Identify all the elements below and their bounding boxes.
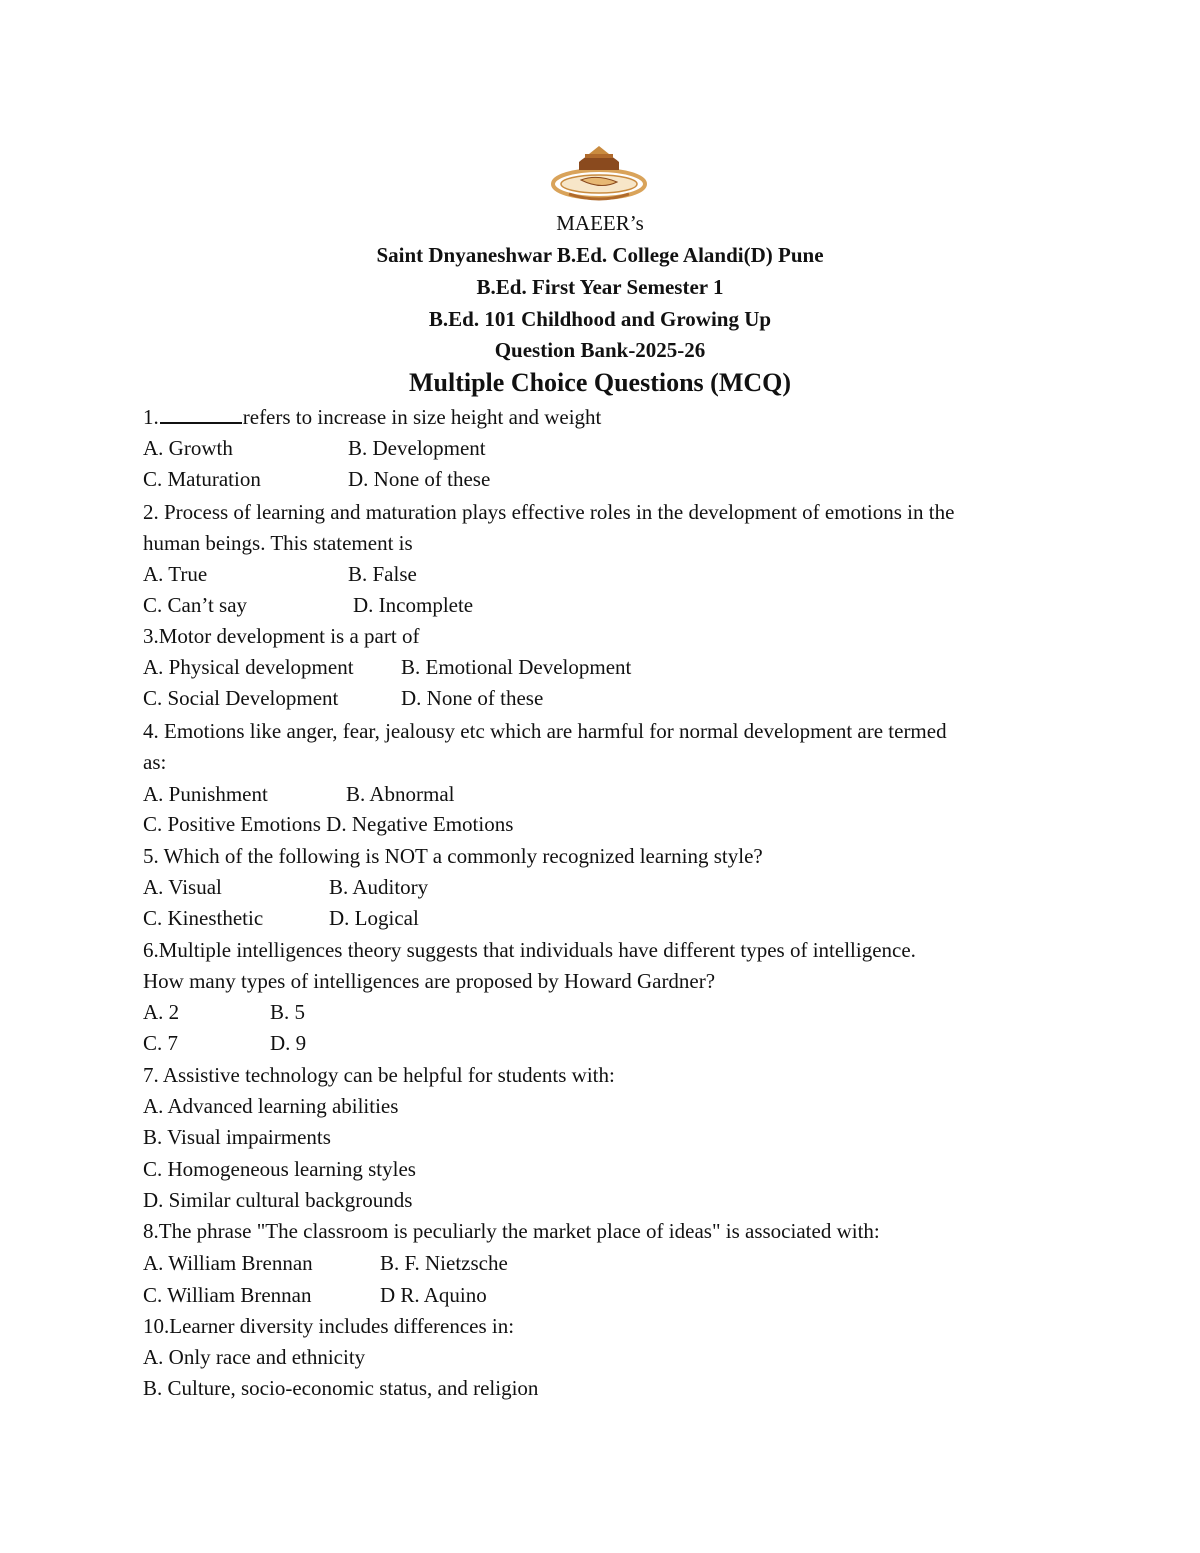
option-a: A. True xyxy=(143,562,208,586)
option-a: A. William Brennan xyxy=(143,1251,313,1275)
college-name: Saint Dnyaneshwar B.Ed. College Alandi(D) Pune xyxy=(376,243,824,267)
option-b: B. 5 xyxy=(270,1000,306,1024)
option-c: C. 7 xyxy=(143,1031,179,1055)
option-c: C. William Brennan xyxy=(143,1283,312,1307)
question-2: 2. Process of learning and maturation plays effective roles in the development of emotions in the xyxy=(143,500,955,524)
option-a: A. Growth xyxy=(143,436,233,460)
option-d: D. Incomplete xyxy=(353,593,474,617)
option-c: C. Maturation xyxy=(143,467,261,491)
question-8: 8.The phrase "The classroom is peculiarly the market place of ideas" is associated with: xyxy=(143,1219,880,1243)
option-b: B. F. Nietzsche xyxy=(380,1251,508,1275)
question-text: refers to increase in size height and weight xyxy=(242,405,602,429)
institution-org: MAEER’s xyxy=(556,211,644,235)
course-title: B.Ed. 101 Childhood and Growing Up xyxy=(428,307,772,331)
option-c: C. Can’t say xyxy=(143,593,248,617)
option-b: B. Emotional Development xyxy=(401,655,632,679)
option-c: C. Kinesthetic xyxy=(143,906,264,930)
option-d: D. None of these xyxy=(348,467,491,491)
option-b: B. Abnormal xyxy=(346,782,455,806)
question-6-cont: How many types of intelligences are proposed by Howard Gardner? xyxy=(143,969,716,993)
question-7: 7. Assistive technology can be helpful for students with: xyxy=(143,1063,615,1087)
option-c: C. Social Development xyxy=(143,686,339,710)
option-d: D. 9 xyxy=(270,1031,307,1055)
question-1 xyxy=(143,407,601,428)
question-6: 6.Multiple intelligences theory suggests that individuals have different types of intelligence. xyxy=(143,938,916,962)
option-b: B. Auditory xyxy=(329,875,429,899)
college-logo xyxy=(549,140,649,204)
option-a: A. Only race and ethnicity xyxy=(143,1345,366,1369)
question-4-cont: as: xyxy=(143,750,167,774)
option-a: A. Physical development xyxy=(143,655,354,679)
question-number: 1. xyxy=(143,405,159,429)
program-year: B.Ed. First Year Semester 1 xyxy=(476,275,724,299)
page-title: Multiple Choice Questions (MCQ) xyxy=(408,368,792,397)
option-d: D. Similar cultural backgrounds xyxy=(143,1188,413,1212)
option-d: D R. Aquino xyxy=(380,1283,487,1307)
option-c-d: C. Positive Emotions D. Negative Emotions xyxy=(143,812,514,836)
option-d: D. Logical xyxy=(329,906,419,930)
question-bank-label: Question Bank-2025-26 xyxy=(494,338,706,362)
option-b: B. Development xyxy=(348,436,486,460)
option-a: A. Visual xyxy=(143,875,222,899)
question-5: 5. Which of the following is NOT a commonly recognized learning style? xyxy=(143,844,763,868)
option-b: B. False xyxy=(348,562,417,586)
question-3: 3.Motor development is a part of xyxy=(143,624,420,648)
option-a: A. Advanced learning abilities xyxy=(143,1094,399,1118)
option-a: A. 2 xyxy=(143,1000,180,1024)
question-2-cont: human beings. This statement is xyxy=(143,531,413,555)
question-4: 4. Emotions like anger, fear, jealousy etc which are harmful for normal development are termed xyxy=(143,719,947,743)
option-b: B. Culture, socio-economic status, and religion xyxy=(143,1376,539,1400)
question-10: 10.Learner diversity includes differences in: xyxy=(143,1314,515,1338)
option-d: D. None of these xyxy=(401,686,544,710)
option-a: A. Punishment xyxy=(143,782,268,806)
option-c: C. Homogeneous learning styles xyxy=(143,1157,416,1181)
fill-in-blank xyxy=(160,408,242,424)
option-b: B. Visual impairments xyxy=(143,1125,331,1149)
